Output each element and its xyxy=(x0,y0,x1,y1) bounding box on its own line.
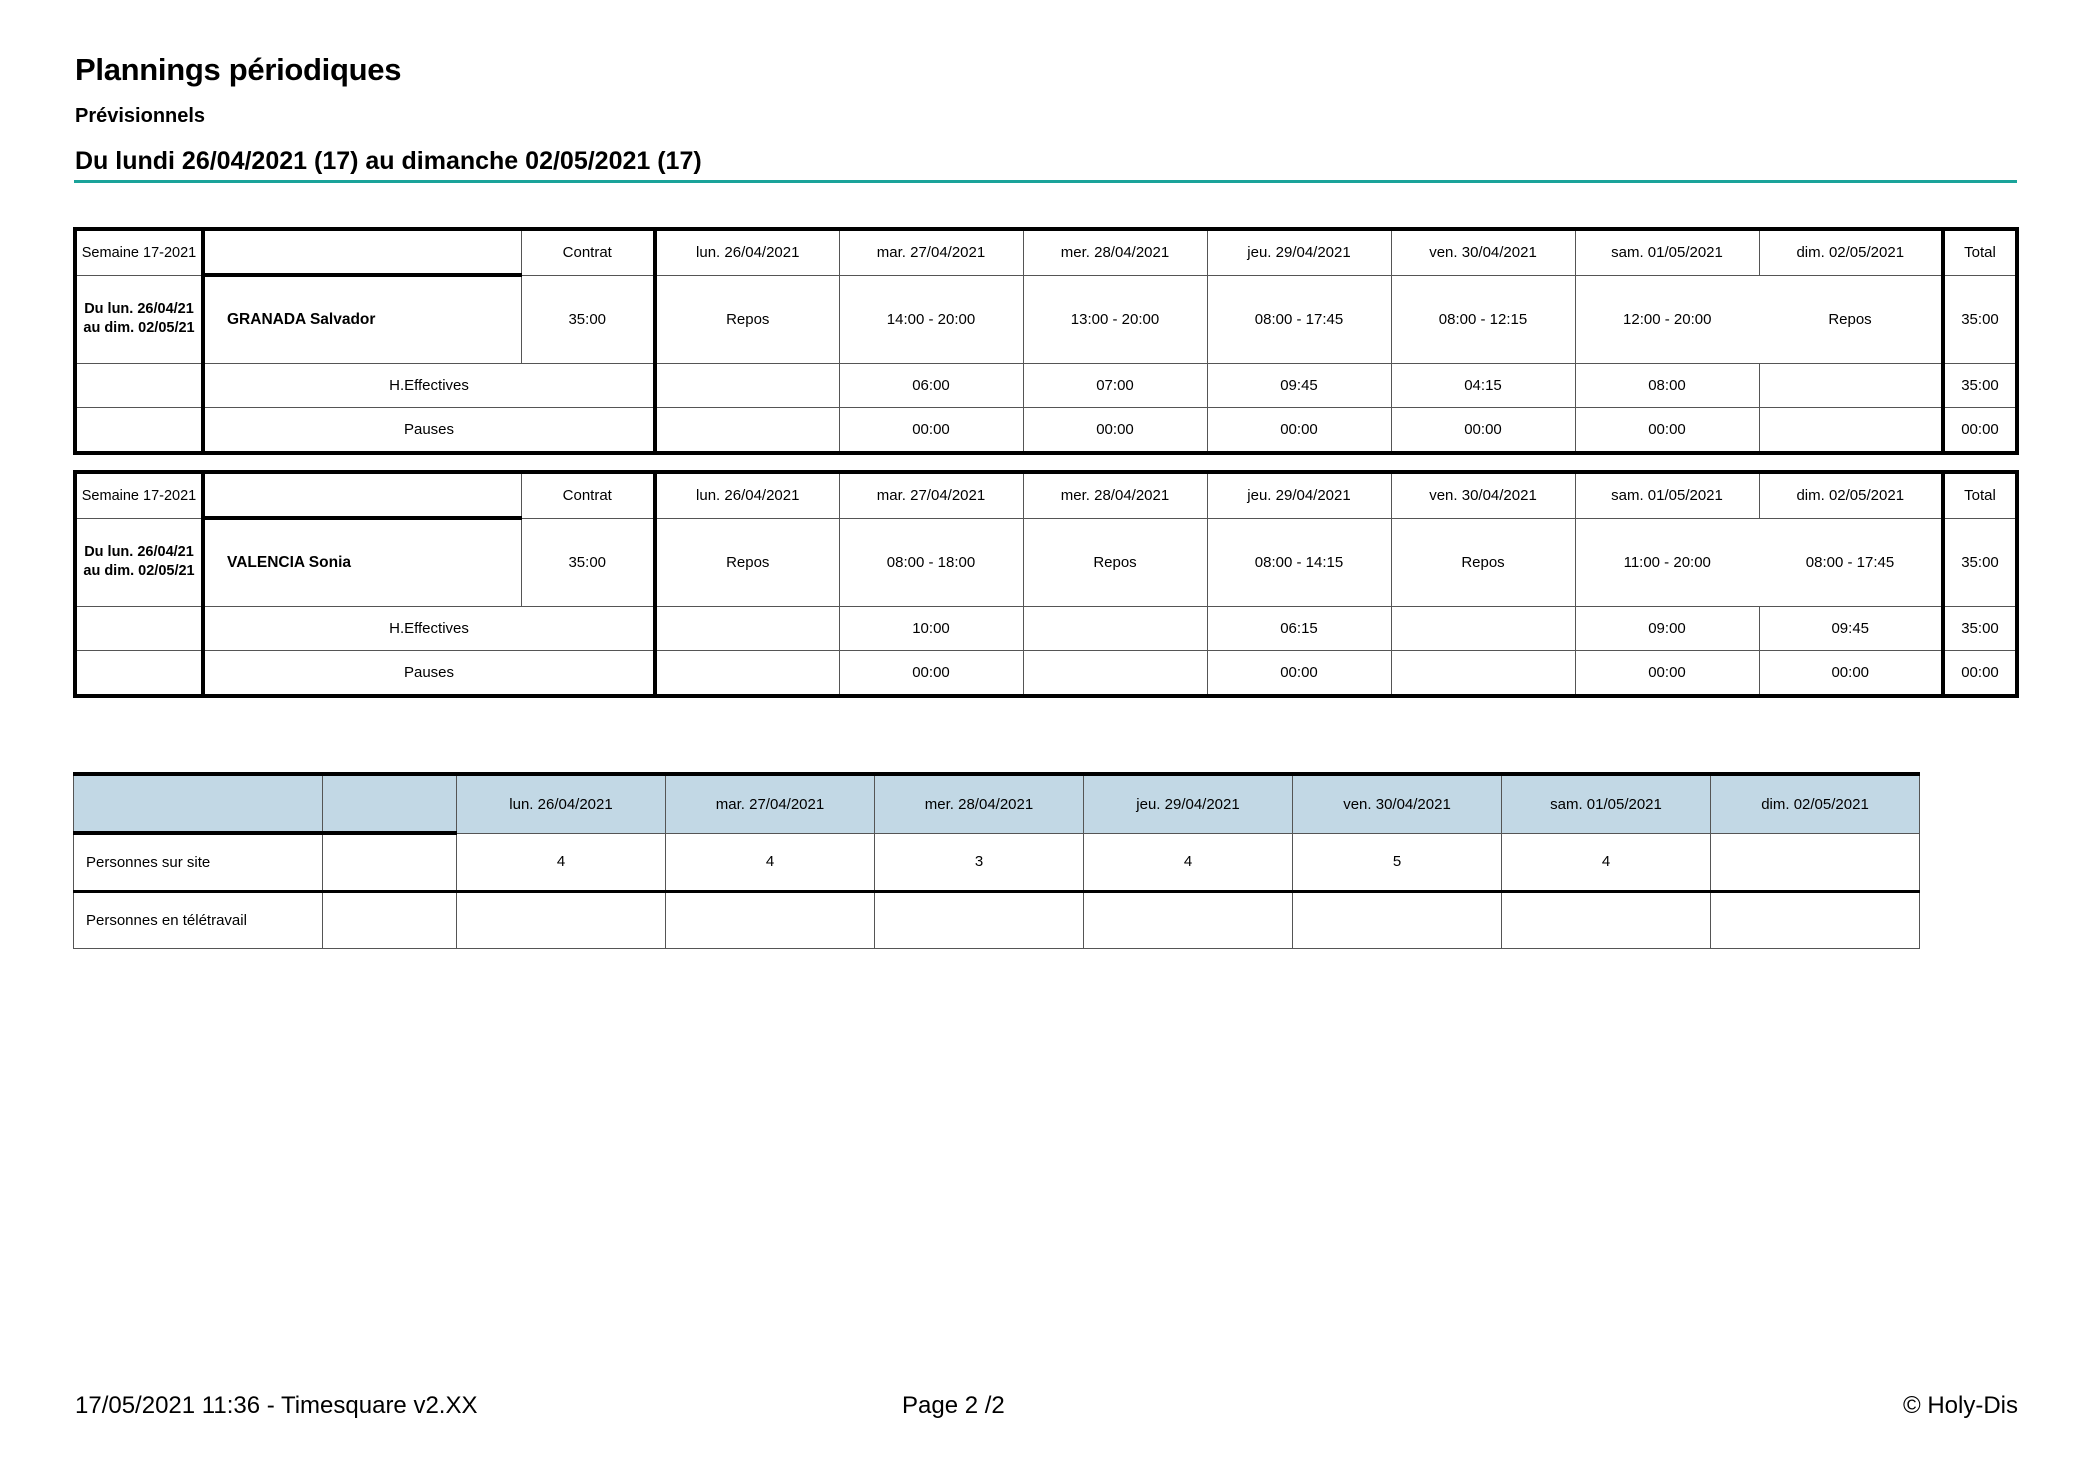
contract-header: Contrat xyxy=(521,472,655,518)
summary-row-label: Personnes sur site xyxy=(74,833,323,892)
summary-row xyxy=(74,892,1920,949)
summary-value xyxy=(457,892,666,949)
day-header: mer. 28/04/2021 xyxy=(1023,229,1207,275)
footer-timestamp: 17/05/2021 11:36 - Timesquare v2.XX xyxy=(75,1392,478,1419)
effectives-cell xyxy=(1391,607,1575,651)
schedule-cell: 08:00 - 17:45 xyxy=(1759,518,1943,607)
summary-day-header: dim. 02/05/2021 xyxy=(1711,774,1920,833)
effectives-label: H.Effectives xyxy=(203,364,655,408)
page-title: Plannings périodiques xyxy=(75,52,402,87)
summary-corner-cell xyxy=(323,774,457,833)
period-heading: Du lundi 26/04/2021 (17) au dimanche 02/05/2021 (17) xyxy=(75,147,702,175)
summary-day-header: ven. 30/04/2021 xyxy=(1293,774,1502,833)
schedule-cell: 11:00 - 20:00 xyxy=(1575,518,1759,607)
week-range xyxy=(75,275,203,364)
effectives-cell: 10:00 xyxy=(839,607,1023,651)
pauses-cell: 00:00 xyxy=(1207,651,1391,697)
effectives-label: H.Effectives xyxy=(203,607,655,651)
day-header: dim. 02/05/2021 xyxy=(1759,472,1943,518)
day-header: jeu. 29/04/2021 xyxy=(1207,472,1391,518)
week-label: Semaine 17-2021 xyxy=(75,229,203,275)
schedule-cell: 08:00 - 14:15 xyxy=(1207,518,1391,607)
summary-value xyxy=(1502,892,1711,949)
footer-copyright: © Holy-Dis xyxy=(1902,1392,2018,1419)
day-header: mar. 27/04/2021 xyxy=(839,229,1023,275)
contract-hours: 35:00 xyxy=(521,518,655,607)
schedule-cell: 08:00 - 12:15 xyxy=(1391,275,1575,364)
schedule-cell: 08:00 - 18:00 xyxy=(839,518,1023,607)
summary-day-header: mer. 28/04/2021 xyxy=(875,774,1084,833)
effectives-cell xyxy=(655,607,839,651)
pauses-cell: 00:00 xyxy=(1391,408,1575,454)
schedule-total: 35:00 xyxy=(1943,518,2017,607)
schedule-cell: 13:00 - 20:00 xyxy=(1023,275,1207,364)
day-header: lun. 26/04/2021 xyxy=(655,229,839,275)
summary-blank-cell xyxy=(323,892,457,949)
contract-header: Contrat xyxy=(521,229,655,275)
pauses-cell xyxy=(1759,408,1943,454)
day-header: jeu. 29/04/2021 xyxy=(1207,229,1391,275)
summary-blank-cell xyxy=(323,833,457,892)
week-table xyxy=(73,470,2019,698)
day-header: dim. 02/05/2021 xyxy=(1759,229,1943,275)
pauses-total: 00:00 xyxy=(1943,408,2017,454)
pauses-cell: 00:00 xyxy=(1575,408,1759,454)
pauses-cell xyxy=(1391,651,1575,697)
summary-value xyxy=(666,892,875,949)
effectives-total: 35:00 xyxy=(1943,364,2017,408)
total-header: Total xyxy=(1943,229,2017,275)
summary-value xyxy=(875,892,1084,949)
pauses-total: 00:00 xyxy=(1943,651,2017,697)
pauses-cell: 00:00 xyxy=(839,408,1023,454)
summary-row-label: Personnes en télétravail xyxy=(74,892,323,949)
summary-day-header: mar. 27/04/2021 xyxy=(666,774,875,833)
blank-cell xyxy=(75,651,203,697)
effectives-cell: 06:15 xyxy=(1207,607,1391,651)
schedule-cell: Repos xyxy=(1759,275,1943,364)
footer-page-number: Page 2 /2 xyxy=(902,1392,1005,1419)
schedule-cell: Repos xyxy=(655,518,839,607)
week-range-end: au dim. 02/05/21 xyxy=(83,563,195,580)
pauses-cell: 00:00 xyxy=(1575,651,1759,697)
summary-value: 4 xyxy=(457,833,666,892)
blank-cell xyxy=(75,364,203,408)
employee-name: GRANADA Salvador xyxy=(203,275,521,364)
day-header: lun. 26/04/2021 xyxy=(655,472,839,518)
day-header: ven. 30/04/2021 xyxy=(1391,229,1575,275)
blank-cell xyxy=(75,408,203,454)
effectives-cell: 08:00 xyxy=(1575,364,1759,408)
day-header: sam. 01/05/2021 xyxy=(1575,472,1759,518)
summary-value: 4 xyxy=(1502,833,1711,892)
employee-header-cell xyxy=(203,472,521,518)
day-header: mer. 28/04/2021 xyxy=(1023,472,1207,518)
summary-value xyxy=(1293,892,1502,949)
blank-cell xyxy=(75,607,203,651)
schedule-cell: Repos xyxy=(655,275,839,364)
page-subtitle: Prévisionnels xyxy=(75,105,206,127)
summary-value: 4 xyxy=(666,833,875,892)
effectives-cell: 09:45 xyxy=(1759,607,1943,651)
day-header: mar. 27/04/2021 xyxy=(839,472,1023,518)
summary-value: 5 xyxy=(1293,833,1502,892)
week-range-start: Du lun. 26/04/21 xyxy=(84,544,194,561)
pauses-cell xyxy=(1023,651,1207,697)
effectives-cell: 07:00 xyxy=(1023,364,1207,408)
summary-day-header: jeu. 29/04/2021 xyxy=(1084,774,1293,833)
title-divider xyxy=(74,180,2017,183)
schedule-cell: Repos xyxy=(1391,518,1575,607)
week-range xyxy=(75,518,203,607)
effectives-cell: 04:15 xyxy=(1391,364,1575,408)
effectives-total: 35:00 xyxy=(1943,607,2017,651)
effectives-cell: 06:00 xyxy=(839,364,1023,408)
total-header: Total xyxy=(1943,472,2017,518)
pauses-label: Pauses xyxy=(203,408,655,454)
pauses-cell: 00:00 xyxy=(1759,651,1943,697)
pauses-cell xyxy=(655,408,839,454)
summary-value xyxy=(1711,892,1920,949)
pauses-cell xyxy=(655,651,839,697)
employee-header-cell xyxy=(203,229,521,275)
schedule-cell: 08:00 - 17:45 xyxy=(1207,275,1391,364)
day-header: sam. 01/05/2021 xyxy=(1575,229,1759,275)
schedule-total: 35:00 xyxy=(1943,275,2017,364)
effectives-cell: 09:45 xyxy=(1207,364,1391,408)
summary-day-header: sam. 01/05/2021 xyxy=(1502,774,1711,833)
week-range-start: Du lun. 26/04/21 xyxy=(84,301,194,318)
summary-row xyxy=(74,833,1920,892)
pauses-cell: 00:00 xyxy=(1023,408,1207,454)
week-range-end: au dim. 02/05/21 xyxy=(83,320,195,337)
effectives-cell: 09:00 xyxy=(1575,607,1759,651)
pauses-cell: 00:00 xyxy=(1207,408,1391,454)
week-label: Semaine 17-2021 xyxy=(75,472,203,518)
schedule-cell: 14:00 - 20:00 xyxy=(839,275,1023,364)
day-header: ven. 30/04/2021 xyxy=(1391,472,1575,518)
schedule-cell: Repos xyxy=(1023,518,1207,607)
pauses-label: Pauses xyxy=(203,651,655,697)
effectives-cell xyxy=(1023,607,1207,651)
summary-value xyxy=(1084,892,1293,949)
summary-value xyxy=(1711,833,1920,892)
summary-value: 4 xyxy=(1084,833,1293,892)
summary-day-header: lun. 26/04/2021 xyxy=(457,774,666,833)
contract-hours: 35:00 xyxy=(521,275,655,364)
week-table xyxy=(73,227,2019,455)
employee-name: VALENCIA Sonia xyxy=(203,518,521,607)
schedule-cell: 12:00 - 20:00 xyxy=(1575,275,1759,364)
effectives-cell xyxy=(1759,364,1943,408)
summary-value: 3 xyxy=(875,833,1084,892)
summary-corner-cell xyxy=(74,774,323,833)
effectives-cell xyxy=(655,364,839,408)
attendance-summary-table xyxy=(73,772,1920,949)
pauses-cell: 00:00 xyxy=(839,651,1023,697)
